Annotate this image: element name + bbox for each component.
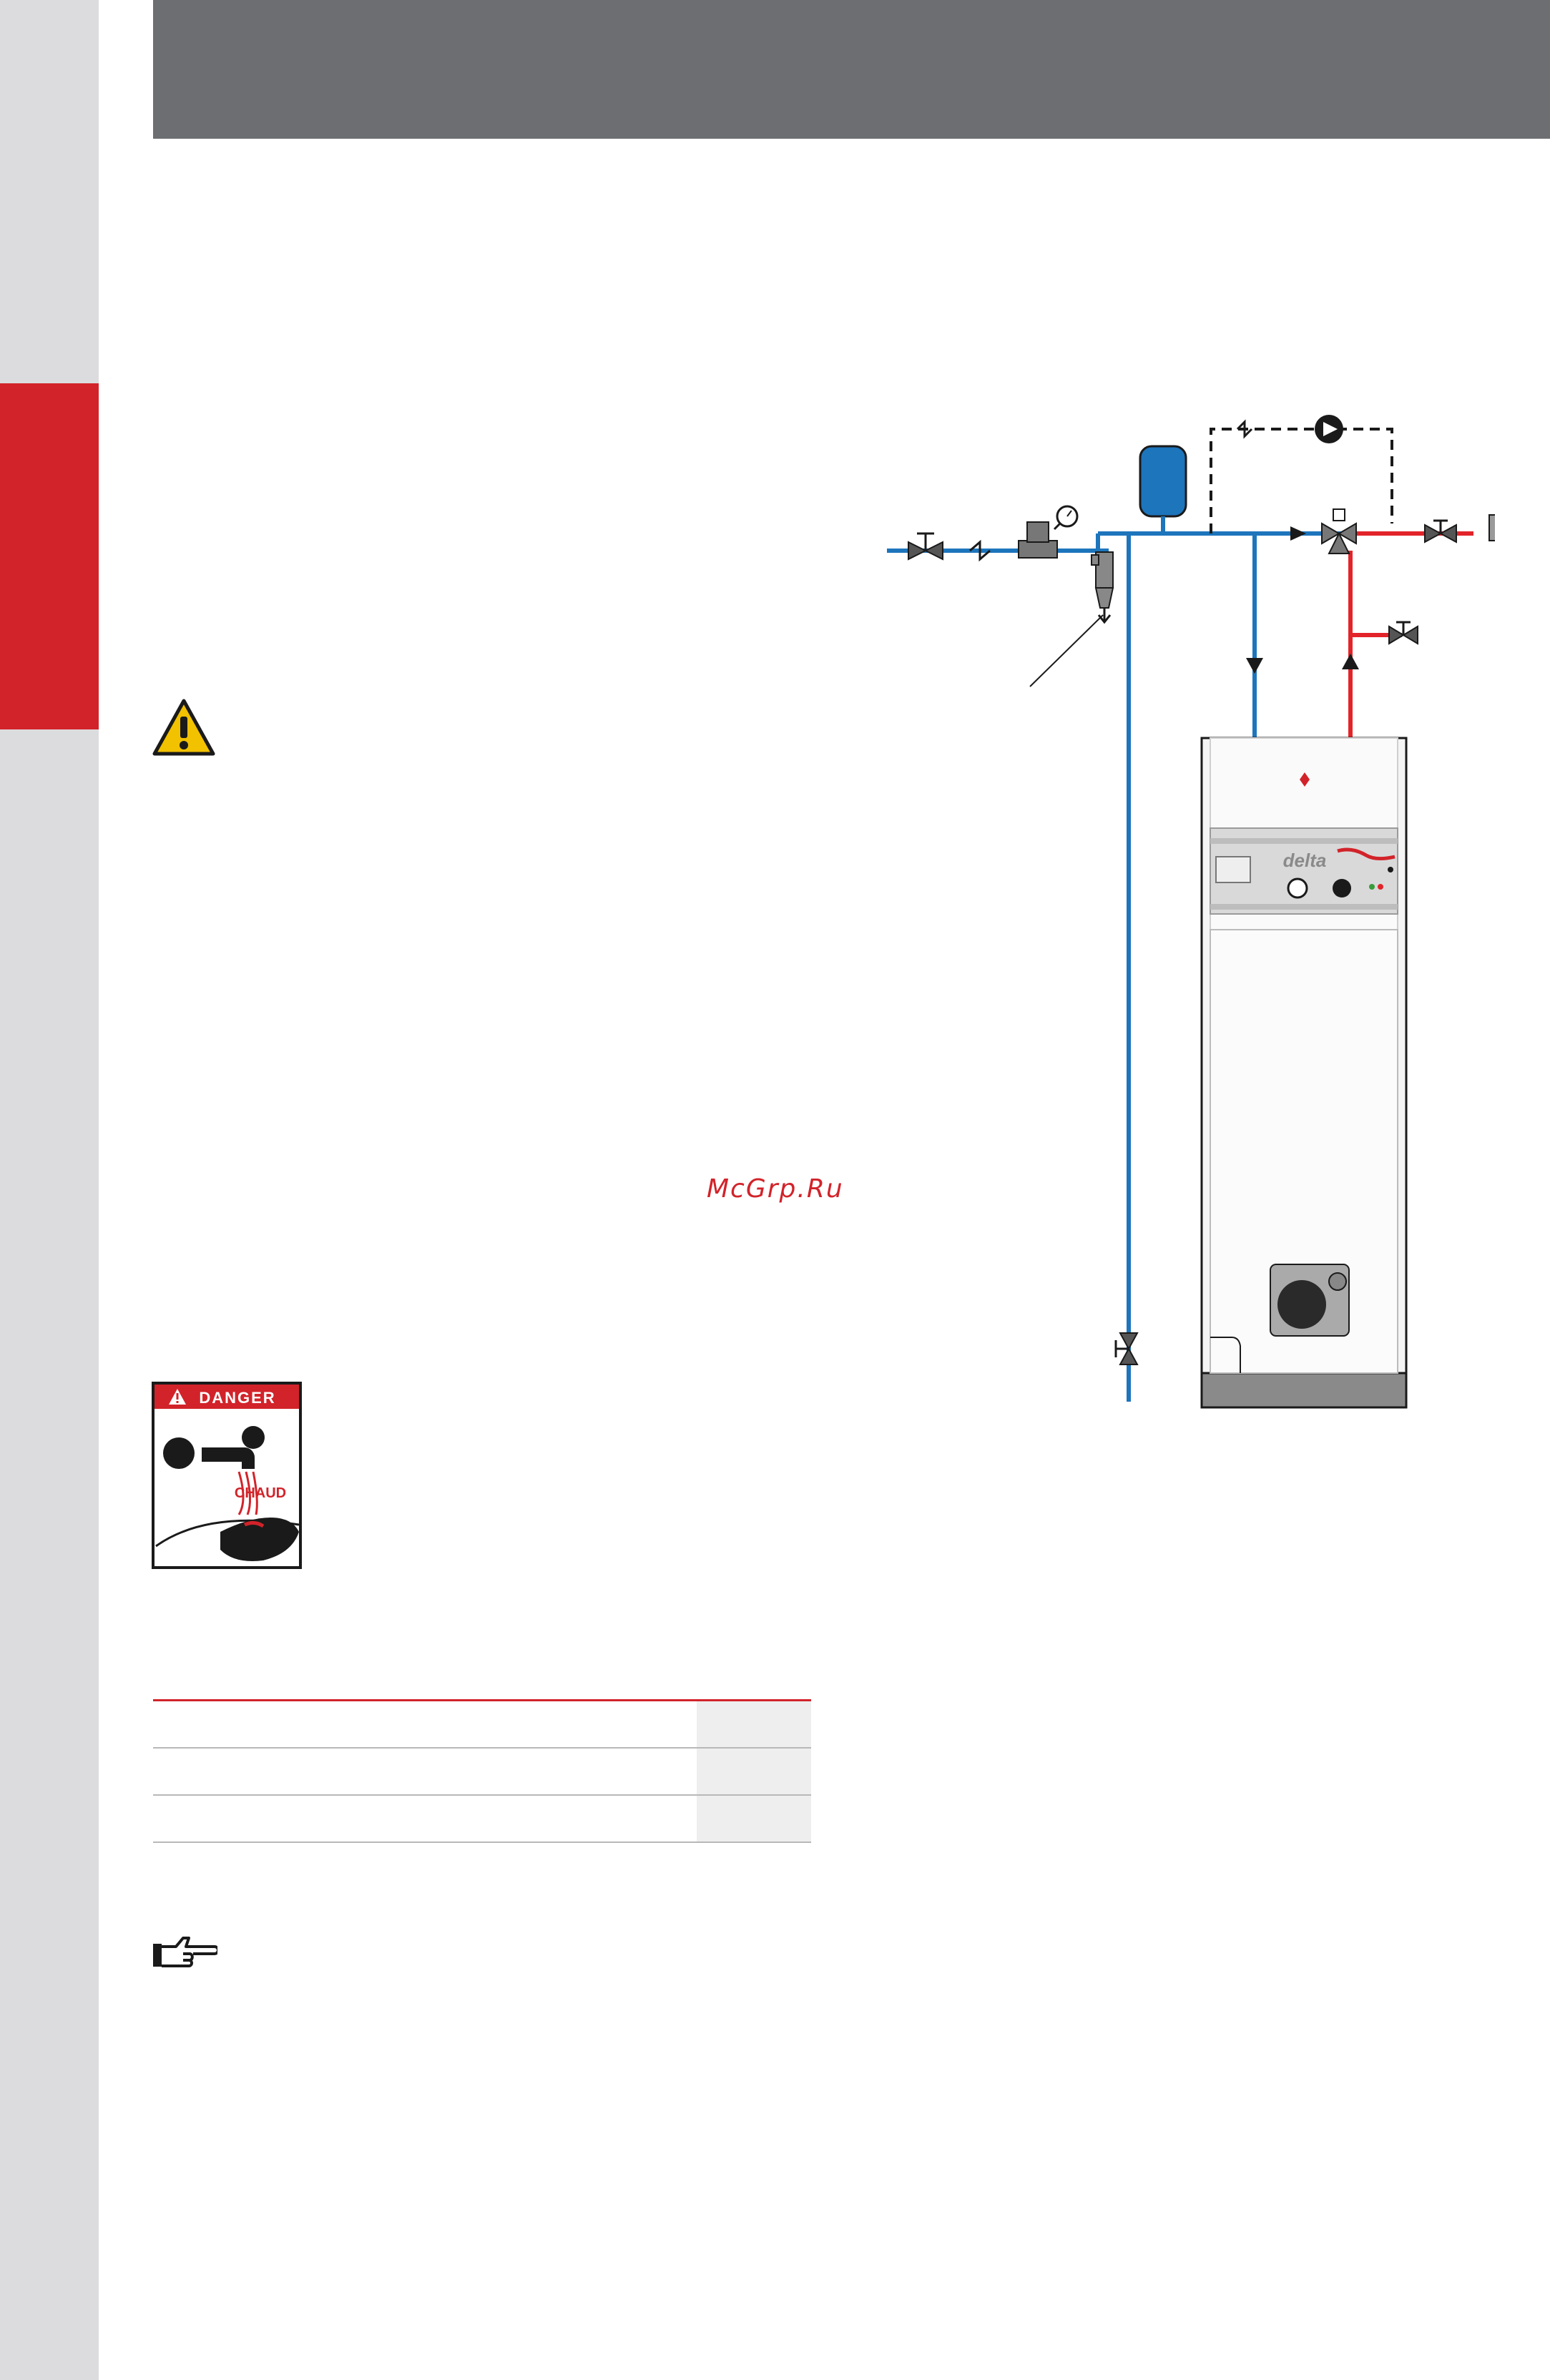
panel-display (1216, 857, 1250, 882)
boiler-unit (1202, 738, 1406, 1407)
table-value-cell (697, 1749, 811, 1794)
table-row (153, 1796, 811, 1843)
recirculation-loop (1211, 429, 1392, 533)
boiler-brand-text: delta (1282, 850, 1327, 871)
danger-hot-word: CHAUD (234, 1485, 287, 1501)
table-value-cell (697, 1701, 811, 1747)
table-value-cell (697, 1796, 811, 1841)
danger-hot-water-label (152, 1382, 302, 1569)
flow-down-arrow (1246, 658, 1263, 674)
inlet-valve-icon (908, 533, 943, 559)
watermark: McGrp.Ru (707, 1174, 844, 1204)
warning-icon (152, 698, 216, 757)
safety-group-icon (1092, 552, 1113, 622)
thermometer-dial (1333, 879, 1351, 898)
installation-diagram (880, 400, 1495, 1416)
flow-up-arrow (1342, 654, 1359, 669)
drain-valve-icon (1116, 1333, 1137, 1364)
faucet-icon (1489, 515, 1495, 558)
burner-icon (1277, 1280, 1326, 1329)
callout-line (1030, 615, 1103, 687)
red-indicator (1378, 884, 1383, 890)
side-strip (0, 0, 99, 2380)
hot-drain-valve-icon (1389, 622, 1418, 644)
data-table (153, 1699, 811, 1843)
green-indicator (1369, 884, 1375, 890)
expansion-vessel-icon (1140, 446, 1186, 533)
danger-header-text: DANGER (199, 1389, 276, 1407)
table-row (153, 1749, 811, 1796)
temperature-dial[interactable] (1288, 879, 1307, 898)
flow-right-arrow (1290, 526, 1306, 541)
header-bar (153, 0, 1550, 139)
pointing-hand-icon (152, 1934, 217, 1970)
table-row (153, 1701, 811, 1749)
hot-outlet-valve-icon (1425, 521, 1456, 542)
chapter-tab (0, 383, 99, 729)
